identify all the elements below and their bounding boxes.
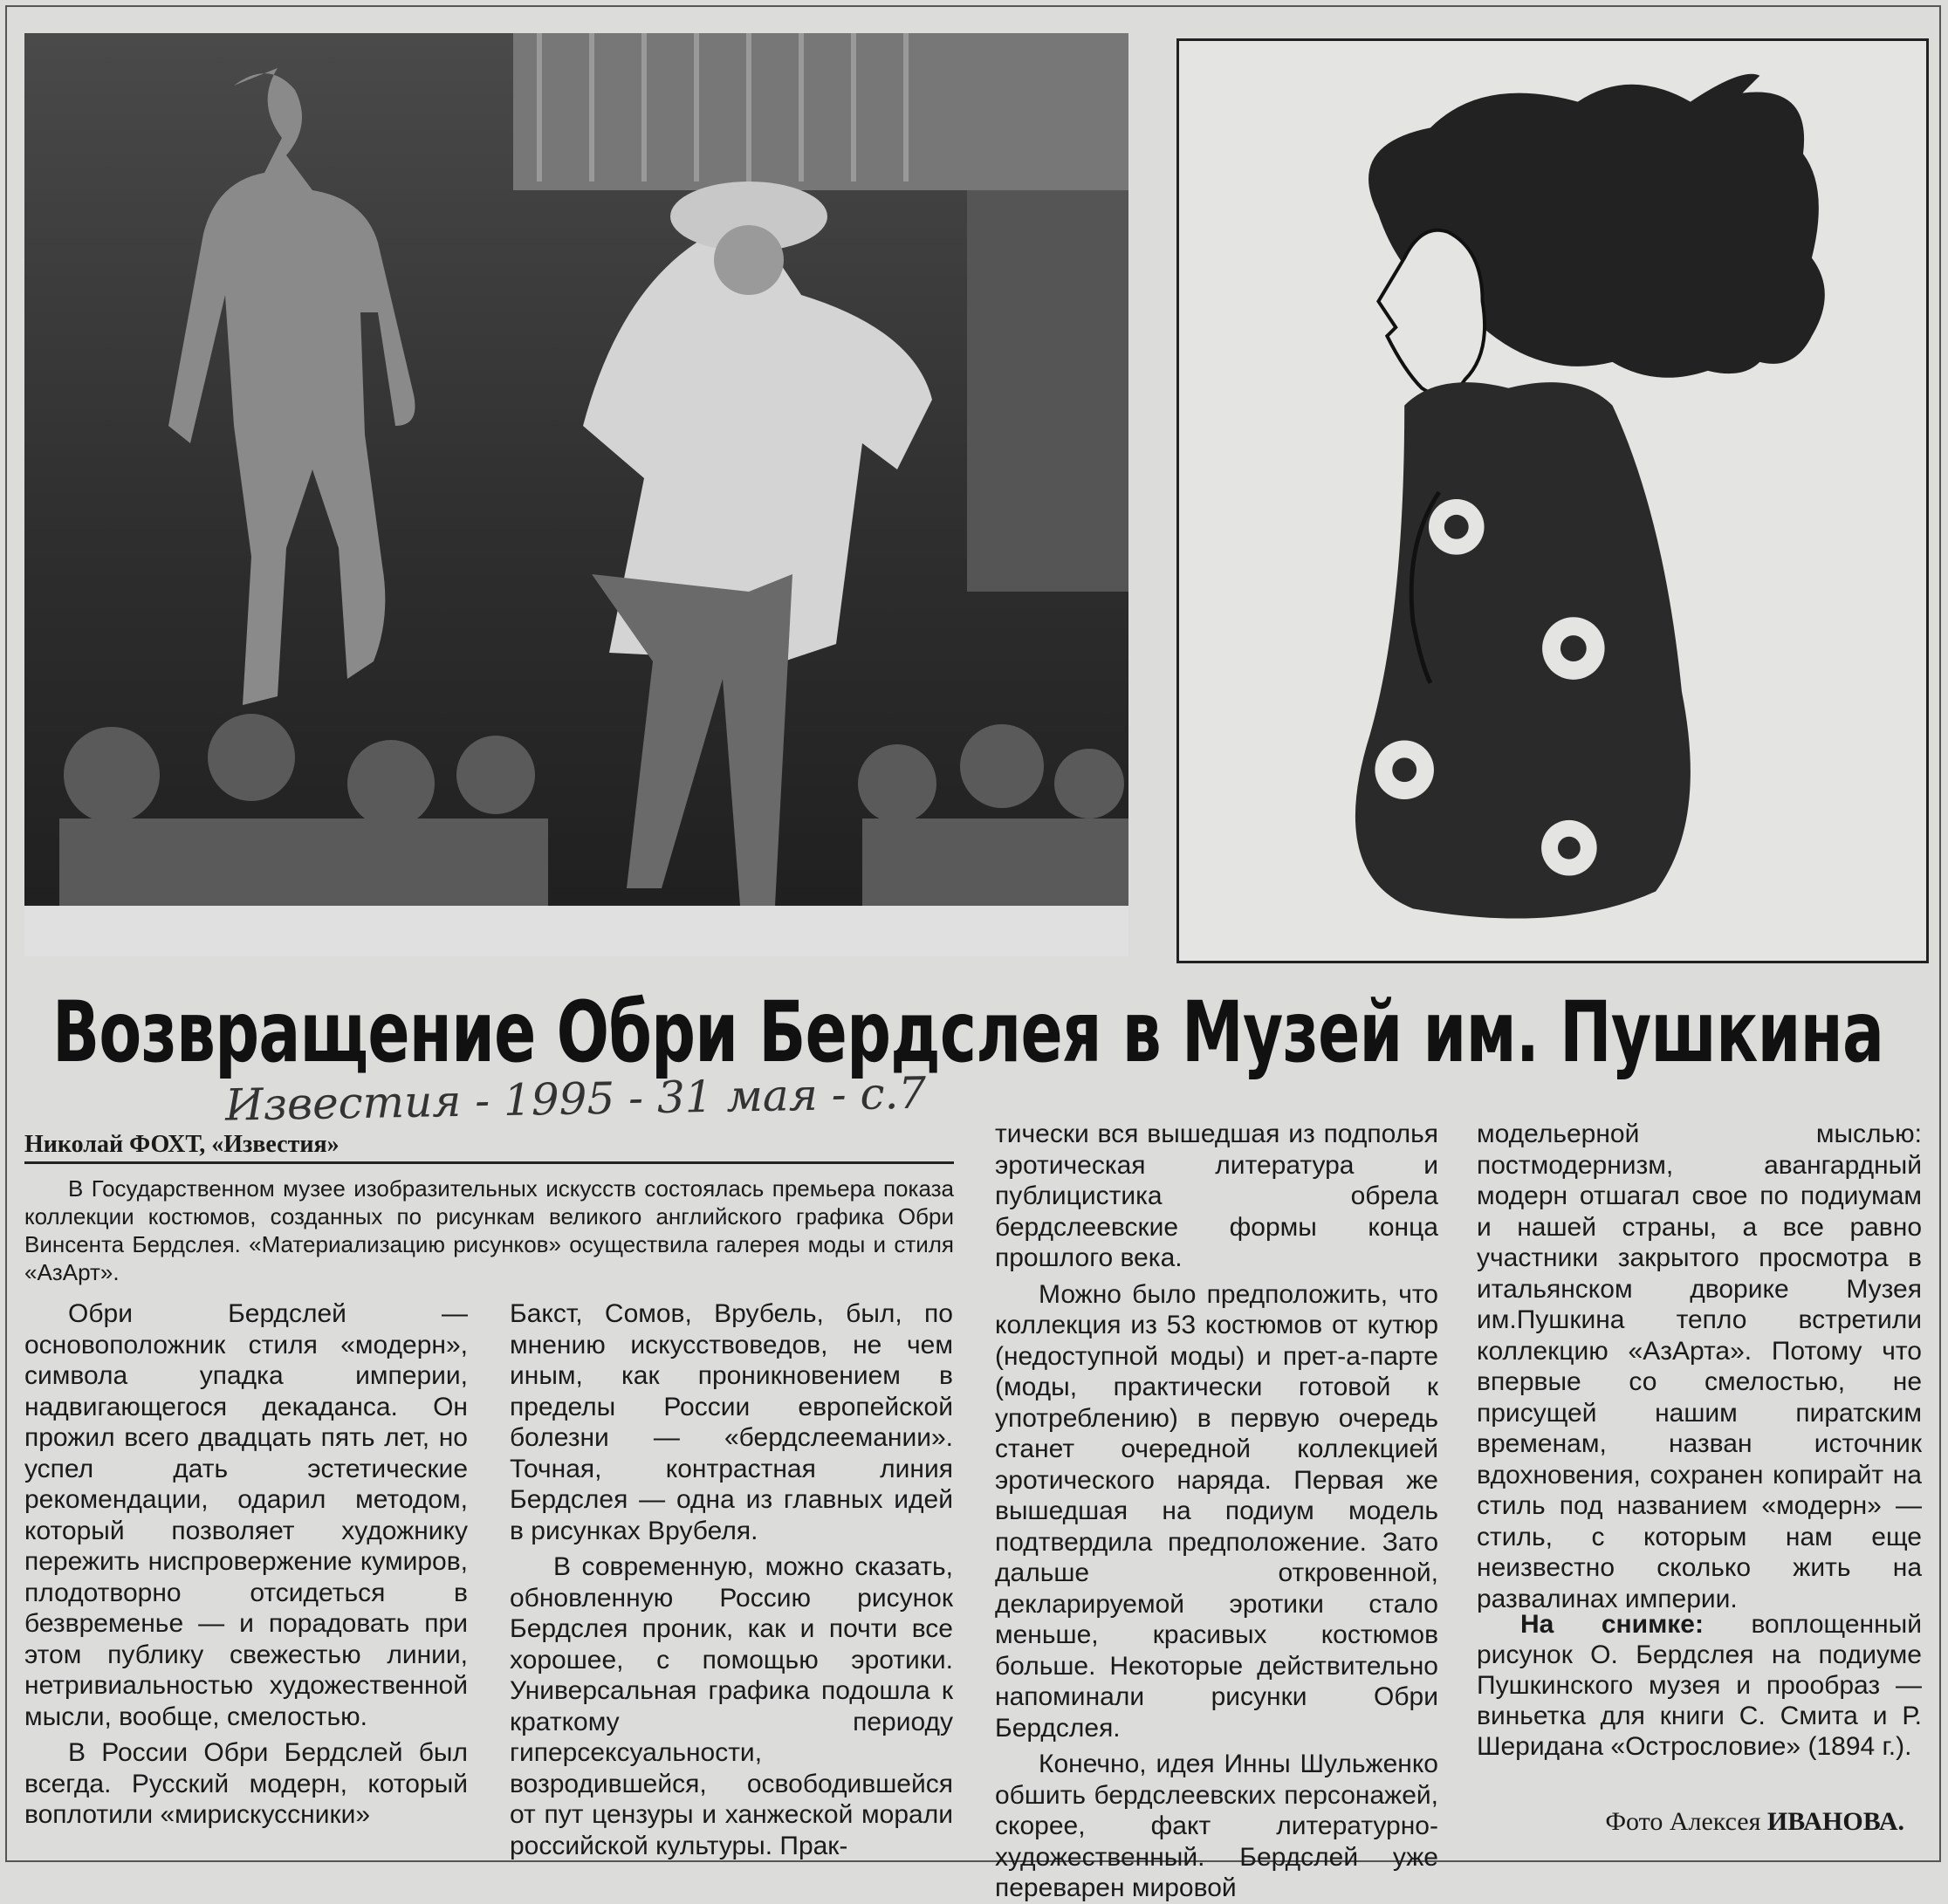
paragraph: В современную, можно сказать, обновленную Россию рисунок Бердслея проник, как и почти все хорошее, с помощью эротики. Универсальная графика подошла к краткому периоду гиперсексуальности, возродившейся, освободившейся от пут цензуры и ханжеской морали российской культуры. Прак-	[510, 1552, 953, 1860]
credit-surname: ИВАНОВА.	[1766, 1807, 1904, 1836]
article-column-3	[995, 1119, 1438, 1902]
paragraph: модельерной мыслью: постмодернизм, авангардный модерн отшагал свое по подиумам и нашей страны, а все равно участники закрытого просмотра в итальянском дворике Музея им.Пушкина тепло встретили коллекцию «АзАрта». Потому что впервые со смелостью, не присущей нашим пиратским временам, назван источник вдохновения, сохранен копирайт на стиль под названием «модерн» — стиль, с которым нам еще неизвестно сколько жить на развалинах империи.	[1477, 1120, 1922, 1613]
paragraph: Конечно, идея Инны Шульженко обшить бердслеевских персонажей, скорее, факт литературно-художественный. Бердслей уже переварен мировой	[995, 1750, 1438, 1902]
paragraph: В России Обри Бердслей был всегда. Русский модерн, который воплотили «мирискуссники»	[24, 1738, 468, 1829]
paragraph: Обри Бердслей — основоположник стиля «модерн», символа упадка империи, надвигающегося декаданса. Он прожил всего двадцать пять лет, но успел дать эстетические рекомендации, одарил методом, который позволяет художнику пережить ниспровержение кумиров, плодотворно отсидеться в безвременье — и порадовать при этом публику свежестью линии, нетривиальностью художественной мысли, вообще, смелостью.	[24, 1299, 468, 1731]
article-column-4	[1477, 1119, 1922, 1613]
caption-label: На снимке:	[1520, 1610, 1704, 1639]
photo-caption	[1477, 1609, 1922, 1784]
caption-text: воплощенный рисунок О. Бердслея на подиуме Пушкинского музея и прообраз — виньетка для книги С. Смита и Р. Шеридана «Острословие» (1894 г.).	[1477, 1610, 1922, 1761]
runway-photo	[24, 33, 1128, 956]
photo-credit	[1477, 1803, 1904, 1841]
article-column-1	[24, 1298, 468, 1848]
paragraph: Бакст, Сомов, Врубель, был, по мнению искусствоведов, не чем иным, как проникновением в пределы России европейской болезни — «бердслеемании». Точная, контрастная линия Бердслея — одна из главных идей в рисунках Врубеля.	[510, 1299, 953, 1545]
lead-paragraph: В Государственном музее изобразительных искусств состоялась премьера показа коллекции костюмов, созданных по рисункам великого английского графика Обри Винсента Бердслея. «Материализацию рисунков» осуществила галерея моды и стиля «АзАрт».	[24, 1175, 954, 1285]
credit-prefix: Фото Алексея	[1605, 1807, 1761, 1836]
handwritten-source-note: Известия - 1995 - 31 мая - с.7	[224, 1067, 927, 1131]
article-column-2	[510, 1298, 953, 1860]
paragraph: тически вся вышедшая из подполья эротическая литература и публицистика обрела бердслеевские формы конца прошлого века.	[995, 1120, 1438, 1272]
byline: Николай ФОХТ, «Известия»	[24, 1126, 954, 1164]
article-headline: Возвращение Обри Бердслея в Музей им. Пушкина	[52, 983, 1884, 1081]
beardsley-vignette	[1176, 38, 1929, 963]
paragraph: Можно было предположить, что коллекция из 53 костюмов от кутюр (недоступной моды) и прет-а-парте (моды, практически готовой к употреблению) в первую очередь станет очередной коллекцией эротического наряда. Первая же вышедшая на подиум модель подтвердила предположение. Зато дальше откровенной, декларируемой эротики стало меньше, красивых костюмов больше. Некоторые действительно напоминали рисунки Обри Бердслея.	[995, 1279, 1438, 1743]
